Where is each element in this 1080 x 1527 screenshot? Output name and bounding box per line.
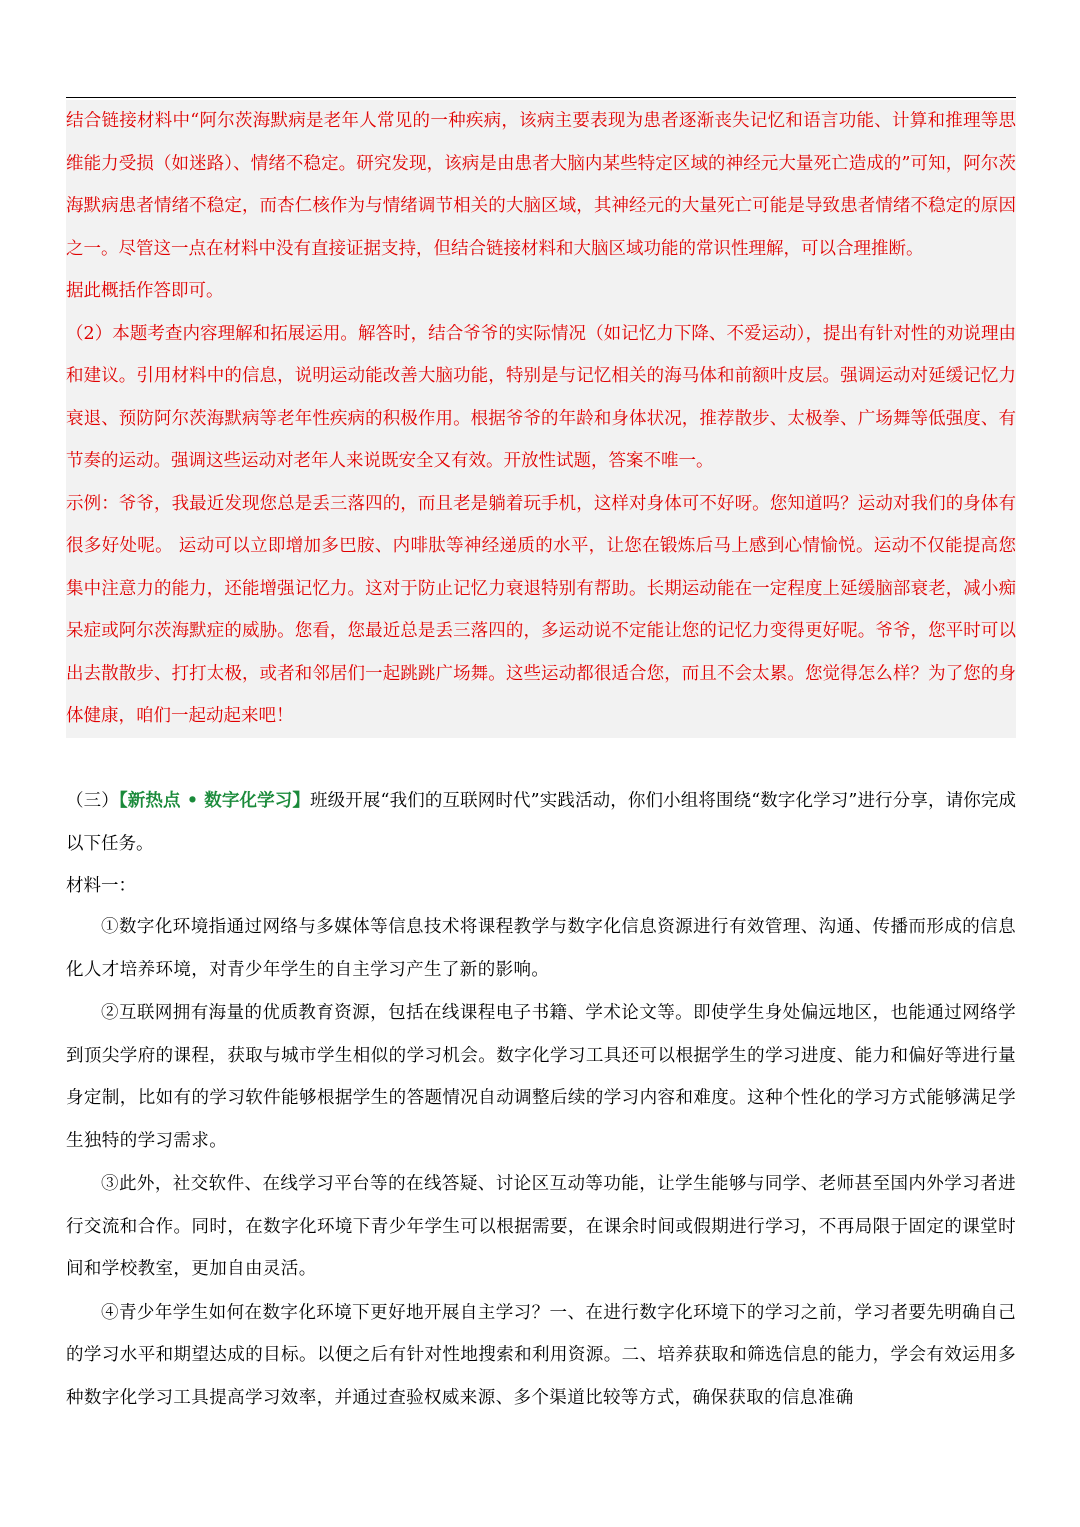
answer-paragraph-4: 示例：爷爷，我最近发现您总是丢三落四的，而且老是躺着玩手机，这样对身体可不好呀。您知道吗？运动对我们的身体有很多好处呢。 运动可以立即增加多巴胺、内啡肽等神经递质的水平，让您在锻炼后马上感到心情愉悦。运动不仅能提高您集中注意力的能力，还能增强记忆力。这对于防止记忆力衰退特别有帮助。长期运动能在一定程度上延缓脑部衰老，减小痴呆症或阿尔茨海默症的威胁。您看，您最近总是丢三落四的，多运动说不定能让您的记忆力变得更好呢。爷爷，您平时可以出去散散步、打打太极，或者和邻居们一起跳跳广场舞。这些运动都很适合您，而且不会太累。您觉得怎么样？为了您的身体健康，咱们一起动起来吧！ xyxy=(66,493,1016,726)
material-paragraph-3: ③此外，社交软件、在线学习平台等的在线答疑、讨论区互动等功能，让学生能够与同学、老师甚至国内外学习者进行交流和合作。同时，在数字化环境下青少年学生可以根据需要，在课余时间或假期进行学习，不再局限于固定的课堂时间和学校教室，更加自由灵活。 xyxy=(66,1174,1016,1279)
material-paragraph-4: ④青少年学生如何在数字化环境下更好地开展自主学习？一、在进行数字化环境下的学习之前，学习者要先明确自己的学习水平和期望达成的目标。以便之后有针对性地搜索和利用资源。二、培养获取和筛选信息的能力，学会有效运用多种数字化学习工具提高学习效率，并通过查验权威来源、多个渠道比较等方式，确保获取的信息准确 xyxy=(66,1302,1016,1408)
hot-topic-tag: 【新热点 • 数字化学习】 xyxy=(118,791,311,811)
material-label: 材料一： xyxy=(66,876,136,896)
material-paragraph-1: ①数字化环境指通过网络与多媒体等信息技术将课程教学与数字化信息资源进行有效管理、沟通、传播而形成的信息化人才培养环境，对青少年学生的自主学习产生了新的影响。 xyxy=(66,917,1016,980)
section-prefix: （三） xyxy=(66,791,119,811)
section-3-question xyxy=(66,780,1016,865)
header-rule xyxy=(66,97,1016,98)
answer-paragraph-2: 据此概括作答即可。 xyxy=(66,281,224,301)
material-one xyxy=(66,906,1016,1420)
section-3-intro xyxy=(66,780,1016,908)
answer-paragraph-1: 结合链接材料中“阿尔茨海默病是老年人常见的一种疾病，该病主要表现为患者逐渐丧失记忆和语言功能、计算和推理等思维能力受损（如迷路）、情绪不稳定。研究发现，该病是由患者大脑内某些特定区域的神经元大量死亡造成的”可知，阿尔茨海默病患者情绪不稳定，而杏仁核作为与情绪调节相关的大脑区域，其神经元的大量死亡可能是导致患者情绪不稳定的原因之一。尽管这一点在材料中没有直接证据支持，但结合链接材料和大脑区域功能的常识性理解，可以合理推断。 xyxy=(66,111,1016,259)
section-intro-text: 班级开展“我们的互联网时代”实践活动，你们小组将围绕“数字化学习”进行分享，请你完成以下任务。 xyxy=(66,791,1016,854)
answer-explanation xyxy=(66,100,1016,738)
material-paragraph-2: ②互联网拥有海量的优质教育资源，包括在线课程电子书籍、学术论文等。即使学生身处偏远地区，也能通过网络学到顶尖学府的课程，获取与城市学生相似的学习机会。数字化学习工具还可以根据学生的学习进度、能力和偏好等进行量身定制，比如有的学习软件能够根据学生的答题情况自动调整后续的学习内容和难度。这种个性化的学习方式能够满足学生独特的学习需求。 xyxy=(66,1003,1016,1151)
answer-paragraph-3: （2）本题考查内容理解和拓展运用。解答时，结合爷爷的实际情况（如记忆力下降、不爱运动），提出有针对性的劝说理由和建议。引用材料中的信息，说明运动能改善大脑功能，特别是与记忆相关的海马体和前额叶皮层。强调运动对延缓记忆力衰退、预防阿尔茨海默病等老年性疾病的积极作用。根据爷爷的年龄和身体状况，推荐散步、太极拳、广场舞等低强度、有节奏的运动。强调这些运动对老年人来说既安全又有效。开放性试题，答案不唯一。 xyxy=(66,323,1016,471)
